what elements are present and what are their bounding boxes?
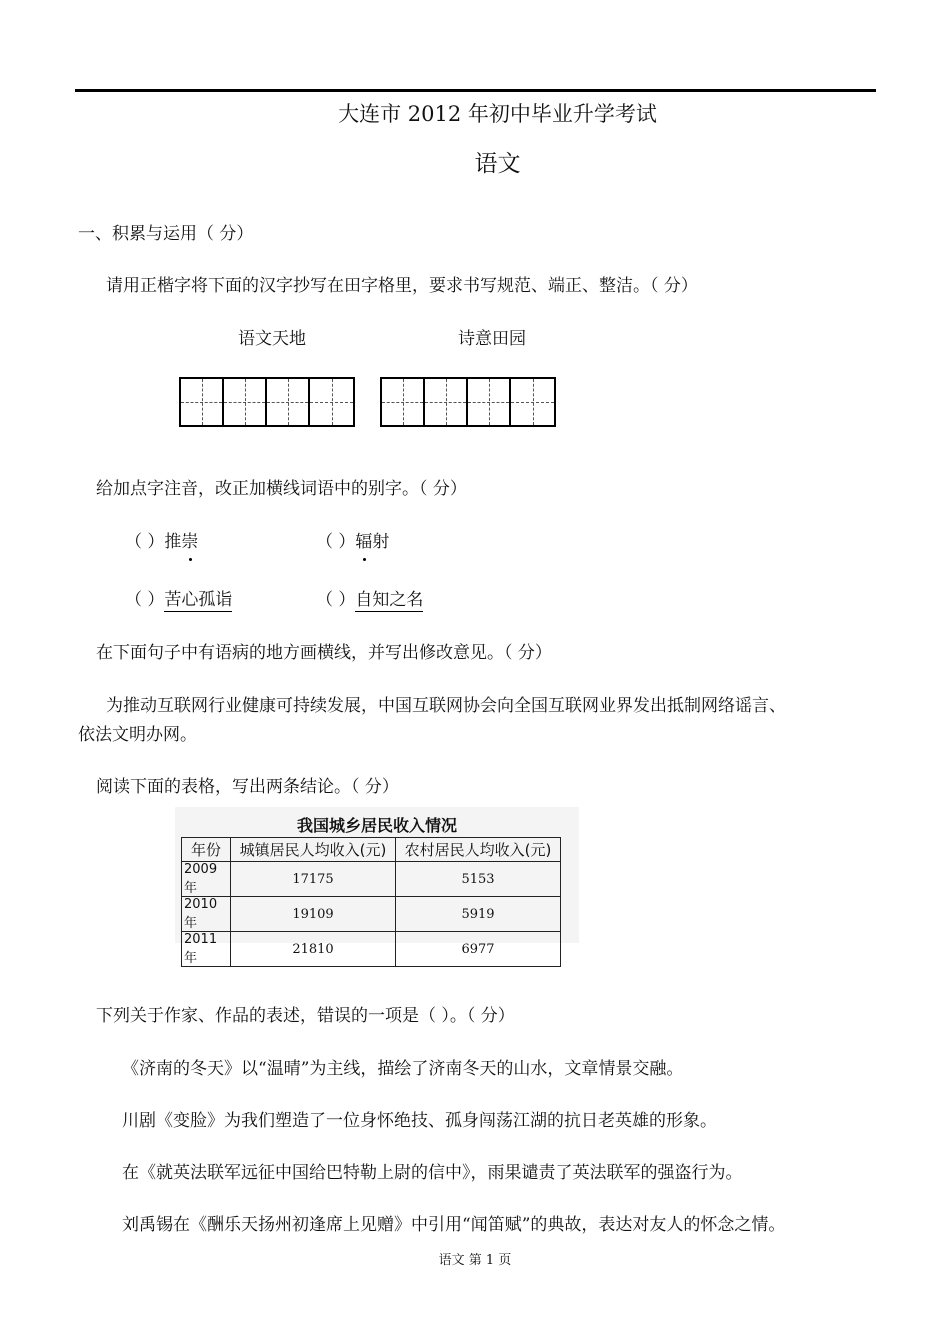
grid-cell[interactable] <box>310 379 353 425</box>
column-header: 年份 <box>182 838 231 862</box>
table-row <box>182 862 561 897</box>
table-cell: 5153 <box>396 862 561 897</box>
tianzige-grid-1[interactable] <box>179 377 355 427</box>
q1-prompt: 请用正楷字将下面的汉字抄写在田字格里，要求书写规范、端正、整洁。（ 分） <box>106 276 698 296</box>
table-cell: 21810 <box>231 932 396 967</box>
underlined-phrase: 自知之名 <box>355 590 424 610</box>
dotted-char: 辐 <box>355 527 372 552</box>
q2-item-2 <box>316 527 389 552</box>
q5-prompt: 下列关于作家、作品的表述，错误的一项是（ ）。（ 分） <box>96 1006 515 1026</box>
q2-prompt: 给加点字注音，改正加横线词语中的别字。（ 分） <box>96 479 467 499</box>
income-table-figure <box>175 807 579 966</box>
grid-cell[interactable] <box>267 379 310 425</box>
underlined-phrase: 苦心孤诣 <box>164 590 233 610</box>
grid-cell[interactable] <box>468 379 511 425</box>
q2-item-4 <box>316 585 423 610</box>
table-cell: 2011年 <box>182 932 231 967</box>
q3-prompt: 在下面句子中有语病的地方画横线，并写出修改意见。（ 分） <box>96 643 552 663</box>
grid-cell[interactable] <box>425 379 468 425</box>
q1-word-2: 诗意田园 <box>458 329 526 349</box>
q2-item-3 <box>125 585 238 610</box>
exam-title: 大连市 2012 年初中毕业升学考试 <box>338 102 657 126</box>
answer-bracket: （ ） <box>316 532 356 552</box>
q2-item-2-text: 射 <box>372 532 390 552</box>
table-cell: 19109 <box>231 897 396 932</box>
answer-bracket: （ ） <box>316 590 356 610</box>
q3-sentence-line-2: 依法文明办网。 <box>78 725 197 745</box>
tianzige-grid-2[interactable] <box>380 377 556 427</box>
grid-cell[interactable] <box>511 379 554 425</box>
page-footer: 语文 第 1 页 <box>438 1253 512 1268</box>
grid-cell[interactable] <box>181 379 224 425</box>
q2-item-1-text: 推 <box>164 532 182 552</box>
table-caption: 我国城乡居民收入情况 <box>296 816 457 835</box>
header-rule <box>75 89 876 92</box>
grid-cell[interactable] <box>382 379 425 425</box>
q3-sentence-line-1: 为推动互联网行业健康可持续发展，中国互联网协会向全国互联网业界发出抵制网络谣言、 <box>106 696 786 716</box>
table-cell: 6977 <box>396 932 561 967</box>
q4-prompt: 阅读下面的表格，写出两条结论。（ 分） <box>96 777 399 797</box>
q5-option: 刘禹锡在《酬乐天扬州初逢席上见赠》中引用“闻笛赋”的典故，表达对友人的怀念之情。 <box>122 1215 786 1235</box>
answer-bracket: （ ） <box>125 590 165 610</box>
answer-bracket: （ ） <box>125 532 165 552</box>
q1-word-1: 语文天地 <box>238 329 306 349</box>
table-cell: 2009年 <box>182 862 231 897</box>
subject-title: 语文 <box>474 151 521 177</box>
q2-item-1 <box>125 527 198 552</box>
table-header-row <box>182 838 561 862</box>
column-header: 城镇居民人均收入(元) <box>231 838 396 862</box>
q5-option: 《济南的冬天》以“温晴”为主线，描绘了济南冬天的山水，文章情景交融。 <box>122 1059 684 1079</box>
table-cell: 2010年 <box>182 897 231 932</box>
dotted-char: 崇 <box>181 527 198 552</box>
table-cell: 17175 <box>231 862 396 897</box>
table-cell: 5919 <box>396 897 561 932</box>
grid-cell[interactable] <box>224 379 267 425</box>
column-header: 农村居民人均收入(元) <box>396 838 561 862</box>
section-heading: 一、积累与运用（ 分） <box>78 224 254 244</box>
q5-option: 川剧《变脸》为我们塑造了一位身怀绝技、孤身闯荡江湖的抗日老英雄的形象。 <box>122 1111 717 1131</box>
table-row <box>182 897 561 932</box>
table-row <box>182 932 561 967</box>
q5-option: 在《就英法联军远征中国给巴特勒上尉的信中》，雨果谴责了英法联军的强盗行为。 <box>122 1163 743 1183</box>
income-table <box>181 837 561 967</box>
